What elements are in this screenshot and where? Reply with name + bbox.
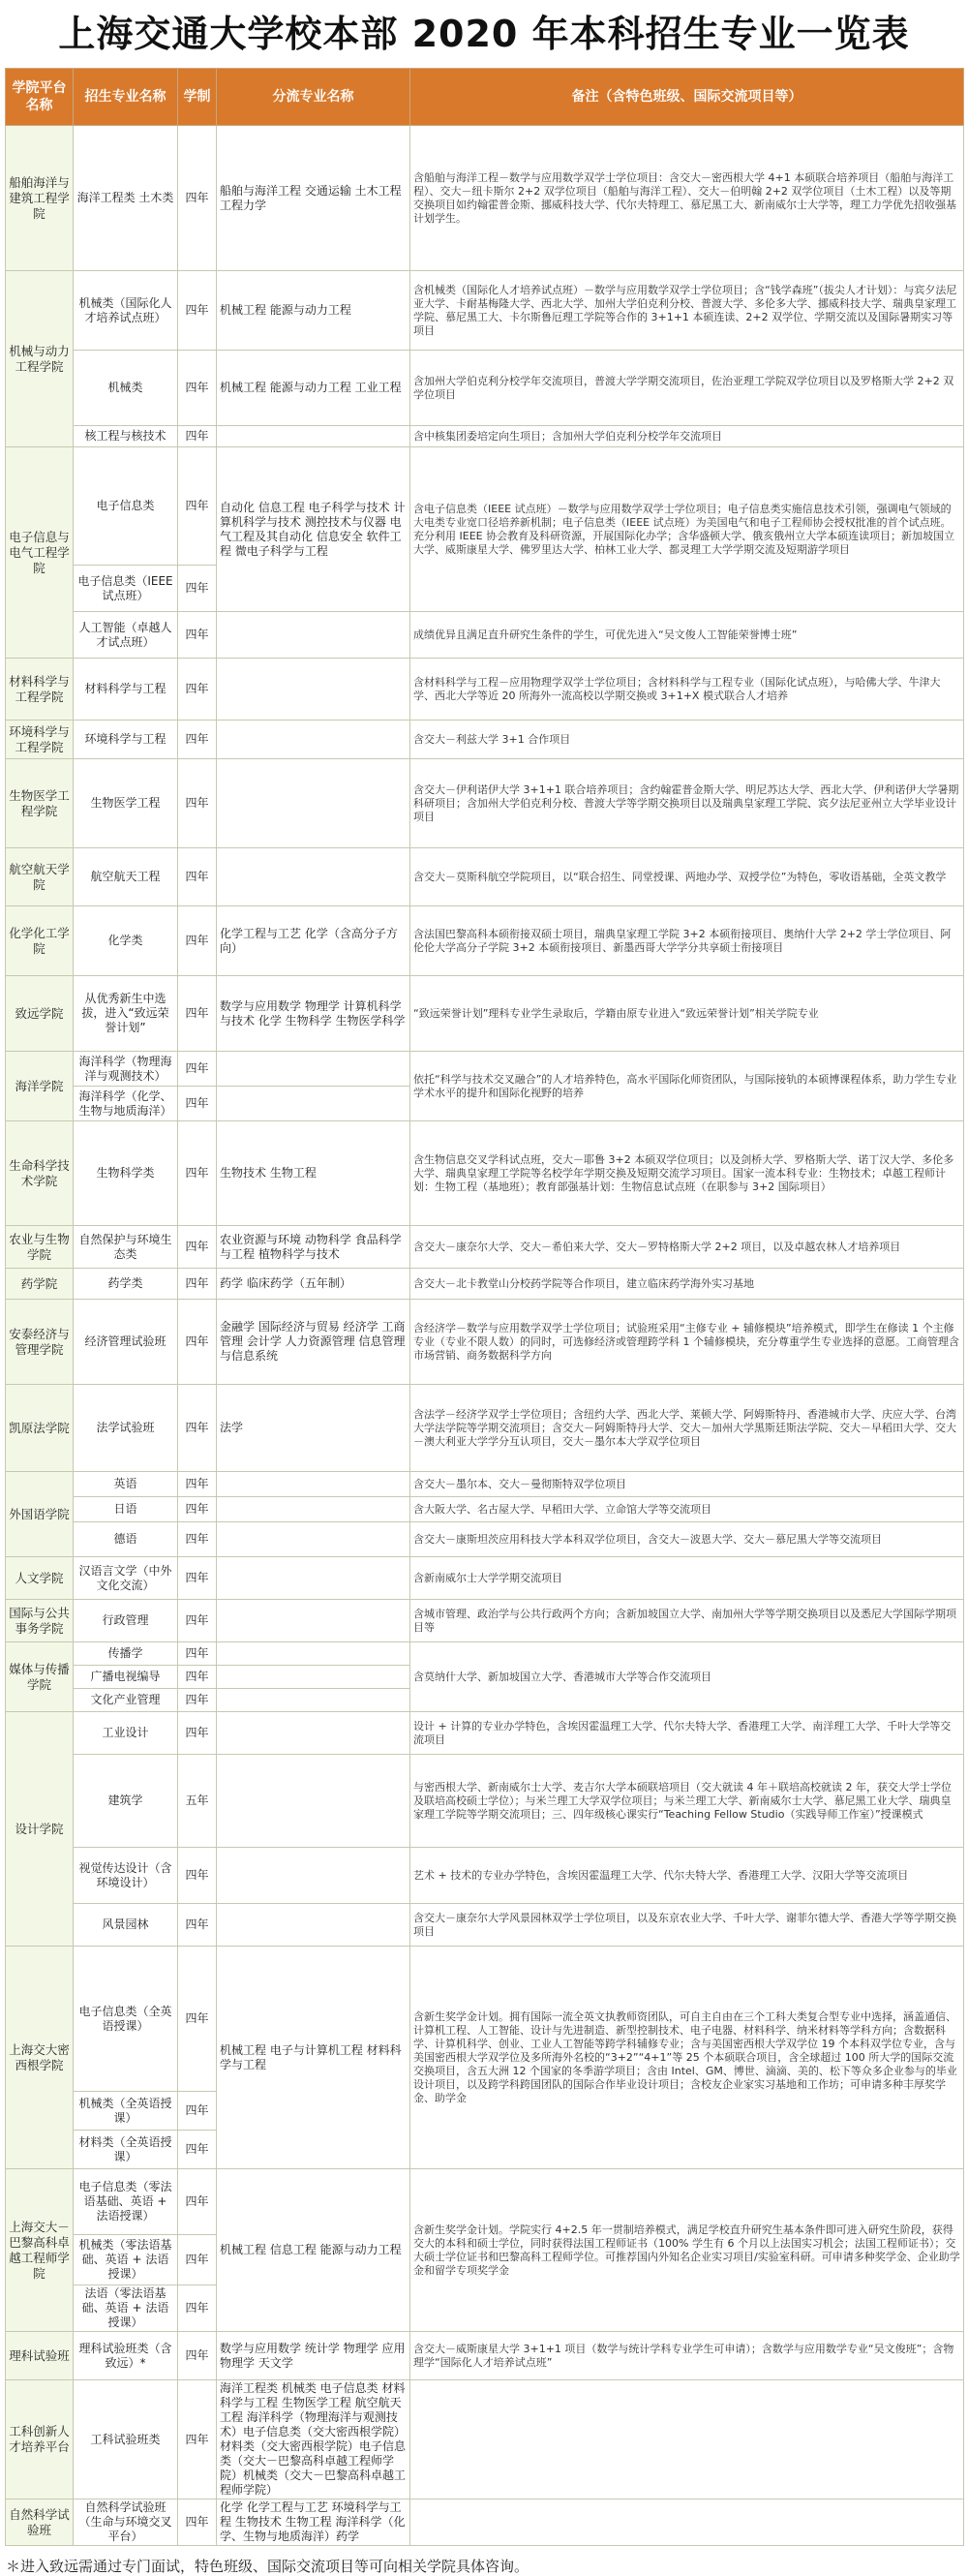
remark-cell: 含交大－伊利诺伊大学 3+1+1 联合培养项目；含约翰霍普金斯大学、明尼苏达大学、西北大学、伊利诺伊大学暑期科研项目；含加州大学伯克利分校、普渡大学等学期交换项目以及瑞典皇家理工学院、宾夕法尼亚州立大学毕业设计项目 [410,759,964,848]
remark-cell: 含交大－康奈尔大学、交大－希伯来大学、交大－罗特格斯大学 2+2 项目，以及卓越农林人才培养项目 [410,1226,964,1269]
years-cell: 四年 [178,447,217,566]
sub-major-cell: 法学 [217,1385,410,1472]
table-row [6,1497,964,1522]
table-row [6,426,964,447]
years-cell: 四年 [178,1689,217,1712]
remark-cell [410,2380,964,2499]
sub-major-cell: 生物技术 生物工程 [217,1121,410,1226]
major-cell: 风景园林 [74,1904,178,1947]
major-cell: 法语（零法语基础、英语 + 法语授课） [74,2285,178,2332]
remark-cell [410,2499,964,2546]
major-cell: 药学类 [74,1269,178,1300]
table-row [6,1226,964,1269]
major-cell: 电子信息类（全英语授课） [74,1947,178,2092]
major-cell: 海洋科学（化学、生物与地质海洋） [74,1087,178,1121]
major-cell: 机械类（零法语基础、英语 + 法语授课） [74,2235,178,2285]
major-cell: 机械类（全英语授课） [74,2092,178,2131]
major-cell: 文化产业管理 [74,1689,178,1712]
sub-major-cell [217,426,410,447]
major-cell: 电子信息类（IEEE 试点班） [74,566,178,612]
years-cell: 四年 [178,1600,217,1642]
years-cell: 四年 [178,1300,217,1385]
sub-major-cell: 药学 临床药学（五年制） [217,1269,410,1300]
remark-cell: 含经济学－数学与应用数学双学士学位项目；试验班采用“主修专业 + 辅修模块”培养模式，即学生在修读 1 个主修专业（专业不限人数）的同时，可选修经济或管理跨学科 1 个辅修模块，充分尊重学生专业选择的意愿。工商管理含市场营销、商务数据科学方向 [410,1300,964,1385]
college-cell: 船舶海洋与建筑工程学院 [6,126,74,271]
sub-major-cell [217,1472,410,1497]
major-cell: 环境科学与工程 [74,721,178,759]
sub-major-cell [217,1642,410,1666]
sub-major-cell: 海洋工程类 机械类 电子信息类 材料科学与工程 生物医学工程 航空航天工程 海洋科学（物理海洋与观测技术）电子信息类（交大密西根学院）材料类（交大密西根学院）电子信息类（交大－巴黎高科卓越工程师学院）机械类（交大－巴黎高科卓越工程师学院） [217,2380,410,2499]
college-cell: 凯原法学院 [6,1385,74,1472]
years-cell: 四年 [178,1557,217,1600]
major-cell: 日语 [74,1497,178,1522]
remark-cell: 含电子信息类（IEEE 试点班）－数学与应用数学双学士学位项目；电子信息类实施信息技术引领，强调电气领域的大电类专业宽口径培养新机制；电子信息类（IEEE 试点班）为美国电气和电子工程师协会授权批准的首个试点班。充分利用 IEEE 协会教育及科研资源，开展国际化办学；含华盛顿大学、俄亥俄州立大学本硕连读项目；新加坡国立大学、威斯康星大学、佛罗里达大学、柏林工业大学、都灵理工大学学期交流及短期游学项目 [410,447,964,612]
table-row [6,1642,964,1666]
table-row [6,659,964,721]
years-cell: 四年 [178,1947,217,2092]
major-cell: 自然保护与环境生态类 [74,1226,178,1269]
remark-cell: 含加州大学伯克利分校学年交流项目，普渡大学学期交流项目，佐治亚理工学院双学位项目以及罗格斯大学 2+2 双学位项目 [410,351,964,426]
table-row [6,1269,964,1300]
college-cell: 生物医学工程学院 [6,759,74,848]
college-cell: 外国语学院 [6,1472,74,1557]
remark-cell: 艺术 + 技术的专业办学特色，含埃因霍温理工大学、代尔夫特大学、香港理工大学、汉阳大学等交流项目 [410,1848,964,1904]
major-cell: 视觉传达设计（含环境设计） [74,1848,178,1904]
sub-major-cell [217,1712,410,1755]
years-cell: 四年 [178,426,217,447]
table-row [6,1848,964,1904]
table-row [6,2380,964,2499]
sub-major-cell [217,1557,410,1600]
college-cell: 上海交大密西根学院 [6,1947,74,2169]
sub-major-cell: 机械工程 能源与动力工程 [217,271,410,351]
table-row [6,1522,964,1557]
college-cell: 电子信息与电气工程学院 [6,447,74,659]
major-cell: 建筑学 [74,1755,178,1848]
remark-cell: 含城市管理、政治学与公共行政两个方向；含新加坡国立大学、南加州大学等学期交换项目以及悉尼大学国际学期项目等 [410,1600,964,1642]
sub-major-cell [217,1087,410,1121]
major-cell: 海洋工程类 土木类 [74,126,178,271]
years-cell: 四年 [178,1226,217,1269]
years-cell: 四年 [178,126,217,271]
years-cell: 四年 [178,759,217,848]
table-row [6,126,964,271]
table-row [6,447,964,566]
table-row [6,1600,964,1642]
college-cell: 生命科学技术学院 [6,1121,74,1226]
major-table [5,68,964,2546]
remark-cell: 依托“科学与技术交叉融合”的人才培养特色，高水平国际化师资团队，与国际接轨的本硕博课程体系，助力学生专业学术水平的提升和国际化视野的培养 [410,1052,964,1121]
sub-major-cell [217,1600,410,1642]
years-cell: 四年 [178,1052,217,1087]
remark-cell: 成绩优异且满足直升研究生条件的学生，可优先进入“吴文俊人工智能荣誉博士班” [410,612,964,659]
header-remarks: 备注（含特色班级、国际交流项目等） [410,69,964,126]
college-cell: 媒体与传播学院 [6,1642,74,1712]
major-cell: 生物医学工程 [74,759,178,848]
years-cell: 四年 [178,271,217,351]
years-cell: 四年 [178,2285,217,2332]
major-cell: 工业设计 [74,1712,178,1755]
table-row [6,1557,964,1600]
table-row [6,1755,964,1848]
sub-major-cell: 自动化 信息工程 电子科学与技术 计算机科学与技术 测控技术与仪器 电气工程及其自动化 信息安全 软件工程 微电子科学与工程 [217,447,410,612]
table-row [6,1121,964,1226]
sub-major-cell [217,1497,410,1522]
table-row [6,1947,964,2092]
table-row [6,271,964,351]
remark-cell: 含新南威尔士大学学期交流项目 [410,1557,964,1600]
sub-major-cell [217,1848,410,1904]
remark-cell: “致远荣誉计划”理科专业学生录取后，学籍由原专业进入“致远荣誉计划”相关学院专业 [410,976,964,1052]
years-cell: 四年 [178,1848,217,1904]
header-years: 学制 [178,69,217,126]
sub-major-cell [217,1689,410,1712]
college-cell: 上海交大－巴黎高科卓越工程师学院 [6,2169,74,2332]
major-cell: 法学试验班 [74,1385,178,1472]
years-cell: 四年 [178,1087,217,1121]
page-title: 上海交通大学校本部 2020 年本科招生专业一览表 [58,13,910,55]
college-cell: 自然科学试验班 [6,2499,74,2546]
major-cell: 材料类（全英语授课） [74,2131,178,2169]
sub-major-cell [217,659,410,721]
years-cell: 四年 [178,1121,217,1226]
years-cell: 四年 [178,566,217,612]
college-cell: 安泰经济与管理学院 [6,1300,74,1385]
college-cell: 材料科学与工程学院 [6,659,74,721]
major-cell: 传播学 [74,1642,178,1666]
remark-cell: 含交大－康斯坦茨应用科技大学本科双学位项目，含交大－波恩大学、交大－慕尼黑大学等交流项目 [410,1522,964,1557]
remark-cell: 含交大－威斯康星大学 3+1+1 项目（数学与统计学科专业学生可申请）；含数学与应用数学专业“吴文俊班”；含物理学“国际化人才培养试点班” [410,2332,964,2380]
table-body [6,126,964,2546]
major-cell: 英语 [74,1472,178,1497]
table-row [6,2169,964,2235]
remark-cell: 含法学－经济学双学士学位项目；含纽约大学、西北大学、莱顿大学、阿姆斯特丹、香港城市大学、庆应大学、台湾大学法学院等学期交流项目；含交大－阿姆斯特丹大学、交大－加州大学黑斯廷斯法学院、交大－早稻田大学、交大－澳大利亚大学学分互认项目，交大－墨尔本大学双学位项目 [410,1385,964,1472]
major-cell: 海洋科学（物理海洋与观测技术） [74,1052,178,1087]
major-cell: 工科试验班类 [74,2380,178,2499]
table-row [6,2332,964,2380]
major-cell: 生物科学类 [74,1121,178,1226]
college-cell: 化学化工学院 [6,906,74,976]
years-cell: 四年 [178,1269,217,1300]
sub-major-cell: 金融学 国际经济与贸易 经济学 工商管理 会计学 人力资源管理 信息管理与信息系统 [217,1300,410,1385]
college-cell: 环境科学与工程学院 [6,721,74,759]
years-cell: 四年 [178,1522,217,1557]
major-cell: 电子信息类（零法语基础、英语 + 法语授课） [74,2169,178,2235]
sub-major-cell [217,848,410,906]
sub-major-cell: 机械工程 电子与计算机工程 材料科学与工程 [217,1947,410,2169]
years-cell: 四年 [178,1385,217,1472]
college-cell: 农业与生物学院 [6,1226,74,1269]
sub-major-cell: 船舶与海洋工程 交通运输 土木工程 工程力学 [217,126,410,271]
years-cell: 四年 [178,2131,217,2169]
remark-cell: 含法国巴黎高科本硕衔接双硕士项目，瑞典皇家理工学院 3+2 本硕衔接项目、奥纳什大学 2+2 学士学位项目、阿伦伦大学高分子学院 3+2 本硕衔接项目、新墨西哥大学学分共享硕士衔接项目 [410,906,964,976]
table-row [6,1904,964,1947]
major-cell: 理科试验班类（含致远）* [74,2332,178,2380]
major-cell: 广播电视编导 [74,1666,178,1689]
sub-major-cell: 化学 化学工程与工艺 环境科学与工程 生物技术 生物工程 海洋科学（化学、生物与地质海洋）药学 [217,2499,410,2546]
remark-cell: 含生物信息交叉学科试点班，交大－耶鲁 3+2 本硕双学位项目；以及剑桥大学、罗格斯大学、诺丁汉大学、多伦多大学、瑞典皇家理工学院等名校学年学期交换及短期交流学习项目。国家一流本科专业：生物技术；卓越工程师计划：生物工程（基地班）；教育部强基计划：生物信息试点班（在职参与 3+2 国际项目） [410,1121,964,1226]
years-cell: 四年 [178,2235,217,2285]
major-cell: 材料科学与工程 [74,659,178,721]
remark-cell: 与密西根大学、新南威尔士大学、麦吉尔大学本硕联培项目（交大就读 4 年＋联培高校就读 2 年，获交大学士学位及联培高校硕士学位）；与米兰理工大学双学位项目；与米兰理工大学、新南威尔士大学、慕尼黑工业大学、瑞典皇家理工学院等学期交流项目；三、四年级核心课实行“Teaching Fellow Studio（实践导师工作室）”授课模式 [410,1755,964,1848]
college-cell: 机械与动力工程学院 [6,271,74,447]
major-cell: 自然科学试验班（生命与环境交叉平台） [74,2499,178,2546]
years-cell: 四年 [178,1904,217,1947]
remark-cell: 含材料科学与工程－应用物理学双学士学位项目；含材料科学与工程专业（国际化试点班），与哈佛大学、牛津大学、西北大学等近 20 所海外一流高校以学期交换或 3+1+X 模式联合人才培养 [410,659,964,721]
table-row [6,906,964,976]
sub-major-cell: 化学工程与工艺 化学（含高分子方向） [217,906,410,976]
college-cell: 理科试验班 [6,2332,74,2380]
years-cell: 四年 [178,2499,217,2546]
header-college: 学院平台名称 [6,69,74,126]
years-cell: 四年 [178,1712,217,1755]
sub-major-cell: 机械工程 能源与动力工程 工业工程 [217,351,410,426]
remark-cell: 含交大－利兹大学 3+1 合作项目 [410,721,964,759]
years-cell: 四年 [178,2169,217,2235]
major-cell: 机械类（国际化人才培养试点班） [74,271,178,351]
remark-cell: 含新生奖学金计划。拥有国际一流全英文执教师资团队，可自主自由在三个工科大类复合型专业中选择，涵盖通信、计算机工程、人工智能、设计与先进制造、新型控制技术、电子电器、材料科学、纳米材料等学科方向；含数据科学、计算机科学、创业、工业人工智能等跨学科辅修专业；含与美国密西根大学双学位 19 个本科双学位专业，含与美国密西根大学双学位及多所海外名校的“3+2”“4+1”等 25 个本硕联合项目，含全球超过 100 所大学的国际交流交换项目，含五大洲 12 个国家的冬季游学项目；含由 Intel、GM、博世、滴滴、美的、松下等众多企业参与的毕业设计项目，以及跨学科跨国团队的国际合作毕业设计项目；含校友企业家实习基地和工作坊；可申请多种丰厚奖学金、助学金 [410,1947,964,2169]
years-cell: 四年 [178,1642,217,1666]
major-cell: 经济管理试验班 [74,1300,178,1385]
sub-major-cell [217,1755,410,1848]
remark-cell: 含交大－莫斯科航空学院项目，以“联合招生、同堂授课、两地办学、双授学位”为特色，零收语基础，全英文教学 [410,848,964,906]
sub-major-cell: 数学与应用数学 物理学 计算机科学与技术 化学 生物科学 生物医学科学 [217,976,410,1052]
sub-major-cell [217,1904,410,1947]
table-row [6,2499,964,2546]
years-cell: 四年 [178,848,217,906]
remark-cell: 含中核集团委培定向生项目；含加州大学伯克利分校学年交流项目 [410,426,964,447]
years-cell: 四年 [178,1472,217,1497]
major-cell: 从优秀新生中选拔，进入“致远荣誉计划” [74,976,178,1052]
table-header-row [6,69,964,126]
table-row [6,351,964,426]
major-cell: 行政管理 [74,1600,178,1642]
years-cell: 四年 [178,976,217,1052]
sub-major-cell [217,759,410,848]
remark-cell: 含莫纳什大学、新加坡国立大学、香港城市大学等合作交流项目 [410,1642,964,1712]
major-cell: 航空航天工程 [74,848,178,906]
years-cell: 四年 [178,2332,217,2380]
major-cell: 人工智能（卓越人才试点班） [74,612,178,659]
sub-major-cell [217,1052,410,1087]
years-cell: 五年 [178,1755,217,1848]
table-row [6,759,964,848]
table-row [6,976,964,1052]
remark-cell: 含新生奖学金计划。学院实行 4+2.5 年一贯制培养模式，满足学校直升研究生基本条件即可进入研究生阶段，获得交大的本科和硕士学位，同时获得法国工程师证书（100% 学生有 6 个月以上法国实习机会；法国工程师证书）；交大硕士学位证书和巴黎高科工程师学位。可推荐国内外知名企业实习项目/实验室科研。可申请多种奖学金、企业助学金和留学专项奖学金 [410,2169,964,2332]
sub-major-cell: 农业资源与环境 动物科学 食品科学与工程 植物科学与技术 [217,1226,410,1269]
college-cell: 国际与公共事务学院 [6,1600,74,1642]
header-sub-major: 分流专业名称 [217,69,410,126]
years-cell: 四年 [178,351,217,426]
college-cell: 工科创新人才培养平台 [6,2380,74,2499]
remark-cell: 含交大－墨尔本、交大－曼彻斯特双学位项目 [410,1472,964,1497]
table-row [6,1300,964,1385]
years-cell: 四年 [178,1497,217,1522]
sub-major-cell: 机械工程 信息工程 能源与动力工程 [217,2169,410,2332]
college-cell: 药学院 [6,1269,74,1300]
sub-major-cell [217,1666,410,1689]
table-row [6,1712,964,1755]
years-cell: 四年 [178,2092,217,2131]
college-cell: 航空航天学院 [6,848,74,906]
remark-cell: 含交大－北卡教堂山分校药学院等合作项目，建立临床药学海外实习基地 [410,1269,964,1300]
table-row [6,721,964,759]
table-row [6,1052,964,1087]
table-row [6,848,964,906]
remark-cell: 设计 + 计算的专业办学特色，含埃因霍温理工大学、代尔夫特大学、香港理工大学、南洋理工大学、千叶大学等交流项目 [410,1712,964,1755]
table-row [6,1472,964,1497]
years-cell: 四年 [178,906,217,976]
college-cell: 人文学院 [6,1557,74,1600]
table-row [6,1385,964,1472]
remark-cell: 含机械类（国际化人才培养试点班）－数学与应用数学双学士学位项目；含“钱学森班”（拔尖人才计划）：与宾夕法尼亚大学、卡耐基梅隆大学、西北大学、加州大学伯克利分校、普渡大学、多伦多大学、挪威科技大学、瑞典皇家理工学院、慕尼黑工大、卡尔斯鲁厄理工学院等合作的 3+1+1 本硕连读、2+2 双学位、学期交流以及国际暑期实习等项目 [410,271,964,351]
major-cell: 机械类 [74,351,178,426]
years-cell: 四年 [178,1666,217,1689]
college-cell: 海洋学院 [6,1052,74,1121]
years-cell: 四年 [178,2380,217,2499]
header-major: 招生专业名称 [74,69,178,126]
remark-cell: 含船舶与海洋工程－数学与应用数学双学士学位项目：含交大－密西根大学 4+1 本硕联合培养项目（船舶与海洋工程）、交大－纽卡斯尔 2+2 双学位项目（船舶与海洋工程）、交大－伯明翰 2+2 双学位项目（土木工程）以及等期交换项目如约翰霍普金斯、挪威科技大学、代尔夫特理工、慕尼黑工大、新南威尔士大学等，理工力学优先招收强基计划学生。 [410,126,964,271]
sub-major-cell: 数学与应用数学 统计学 物理学 应用物理学 天文学 [217,2332,410,2380]
major-cell: 电子信息类 [74,447,178,566]
college-cell: 设计学院 [6,1712,74,1947]
sub-major-cell [217,721,410,759]
years-cell: 四年 [178,612,217,659]
college-cell: 致远学院 [6,976,74,1052]
major-cell: 化学类 [74,906,178,976]
sub-major-cell [217,612,410,659]
years-cell: 四年 [178,659,217,721]
table-row [6,612,964,659]
major-cell: 核工程与核技术 [74,426,178,447]
remark-cell: 含交大－康奈尔大学风景园林双学士学位项目，以及东京农业大学、千叶大学、谢菲尔德大学、香港大学等学期交换项目 [410,1904,964,1947]
major-cell: 德语 [74,1522,178,1557]
sub-major-cell [217,1522,410,1557]
footnote: ＊进入致远需通过专门面试，特色班级、国际交流项目等可向相关学院具体咨询。 [6,2558,529,2575]
remark-cell: 含大阪大学、名古屋大学、早稻田大学、立命馆大学等交流项目 [410,1497,964,1522]
major-cell: 汉语言文学（中外文化交流） [74,1557,178,1600]
years-cell: 四年 [178,721,217,759]
